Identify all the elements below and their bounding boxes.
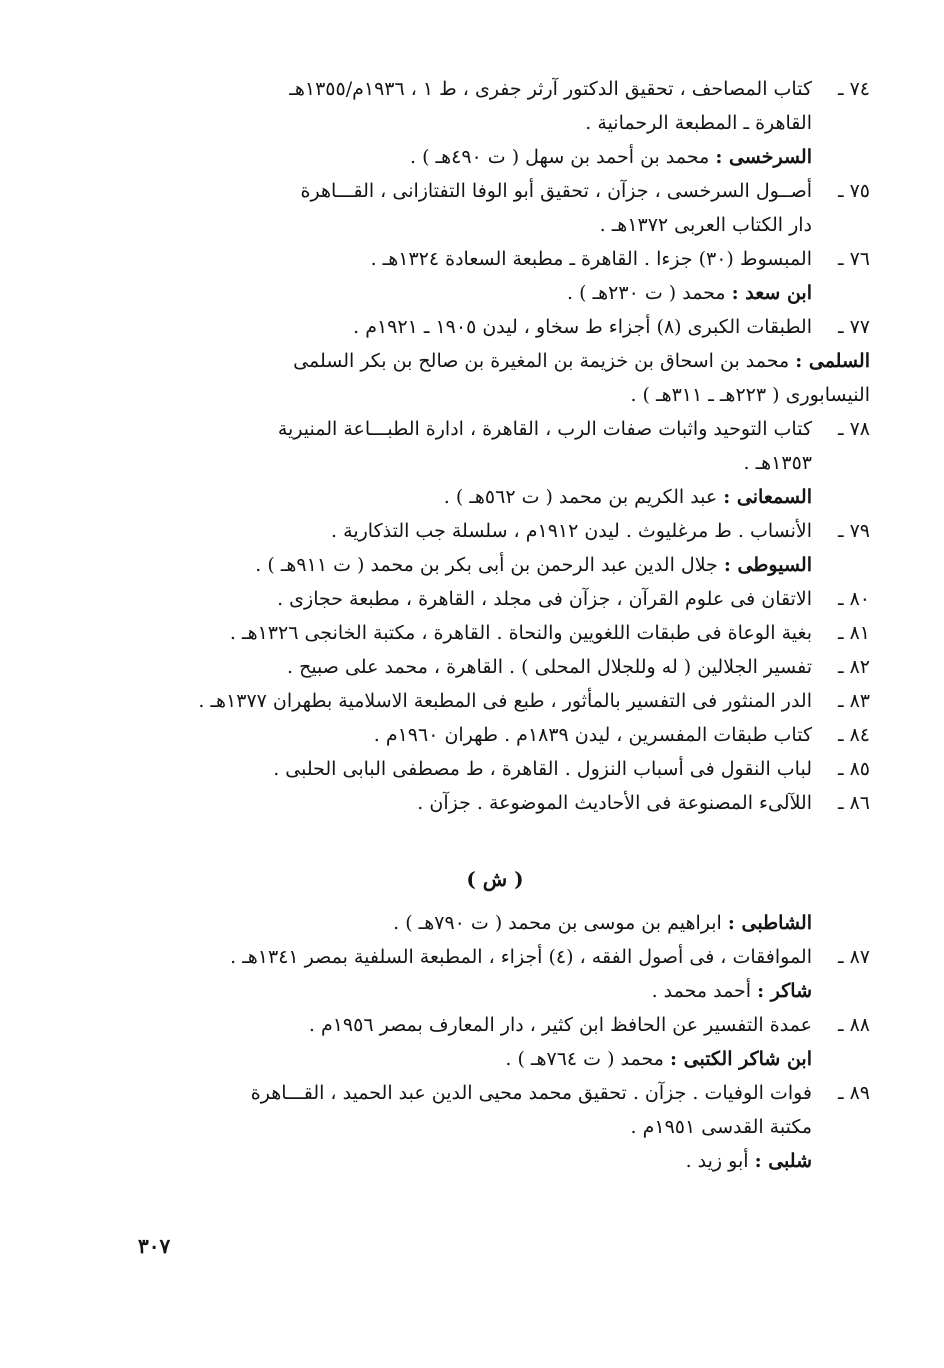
entry-text-line: مكتبة القدسى ١٩٥١م .: [630, 1116, 812, 1138]
entry-text-line: فوات الوفيات . جزآن . تحقيق محمد محيى الدين عبد الحميد ، القـــاهرة: [250, 1082, 812, 1104]
author-details-continued: النيسابورى ( ٢٢٣هـ ـ ٣١١هـ ) .: [630, 384, 870, 406]
author-name: شاكر :: [757, 980, 812, 1002]
author-name: السلمى :: [795, 350, 870, 372]
entry-text-line: المبسوط (٣٠) جزءا . القاهرة ـ مطبعة السعادة ١٣٢٤هـ .: [370, 248, 812, 270]
author-heading: [120, 906, 870, 940]
author-heading: [120, 548, 870, 582]
page-number: ٣٠٧: [138, 1234, 171, 1258]
bibliography-entry: [120, 1008, 870, 1042]
entry-number: ٨١ ـ: [837, 622, 870, 644]
author-heading: [120, 344, 870, 412]
author-name: ابن سعد :: [731, 282, 812, 304]
entry-number: ٨٦ ـ: [837, 792, 870, 814]
entry-number: ٧٧ ـ: [837, 316, 870, 338]
entry-number: ٨٠ ـ: [837, 588, 870, 610]
entry-text-line: لباب النقول فى أسباب النزول . القاهرة ، ط مصطفى البابى الحلبى .: [273, 758, 812, 780]
bibliography-entry: [120, 786, 870, 820]
author-name: السيوطى :: [723, 554, 812, 576]
bibliography-entry: [120, 940, 870, 974]
author-details: أبو زيد .: [685, 1150, 755, 1172]
author-details: محمد ( ت ٧٦٤هـ ) .: [505, 1048, 670, 1070]
entry-number: ٨٥ ـ: [837, 758, 870, 780]
bibliography-page: [120, 72, 870, 1178]
entry-text-line: الاتقان فى علوم القرآن ، جزآن فى مجلد ، القاهرة ، مطبعة حجازى .: [277, 588, 812, 610]
bibliography-entry: [120, 412, 870, 480]
author-details: ابراهيم بن موسى بن محمد ( ت ٧٩٠هـ ) .: [393, 912, 728, 934]
entry-text-line: الأنساب . ط مرغليوث . ليدن ١٩١٢م ، سلسلة جب التذكارية .: [331, 520, 812, 542]
bibliography-entry: [120, 514, 870, 548]
bibliography-entry: [120, 1076, 870, 1144]
author-heading: [120, 974, 870, 1008]
entry-text-line: دار الكتاب العربى ١٣٧٢هـ .: [599, 214, 812, 236]
bibliography-entry: [120, 242, 870, 276]
author-name: الشاطبى :: [727, 912, 812, 934]
section-letter-heading: ( ش ): [466, 867, 524, 891]
entry-number: ٨٨ ـ: [837, 1014, 870, 1036]
author-details: أحمد محمد .: [651, 980, 758, 1002]
author-heading: [120, 276, 870, 310]
entry-text-line: الموافقات ، فى أصول الفقه ، (٤) أجزاء ، المطبعة السلفية بمصر ١٣٤١هـ .: [230, 946, 812, 968]
author-heading: [120, 140, 870, 174]
author-details: جلال الدين عبد الرحمن بن أبى بكر بن محمد ( ت ٩١١هـ ) .: [255, 554, 724, 576]
entry-number: ٨٧ ـ: [837, 946, 870, 968]
entry-text-line: كتاب طبقات المفسرين ، ليدن ١٨٣٩م . طهران ١٩٦٠م .: [373, 724, 812, 746]
entry-number: ٨٣ ـ: [837, 690, 870, 712]
entry-text-line: كتاب المصاحف ، تحقيق الدكتور آرثر جفرى ، ط ١ ، ١٩٣٦م/١٣٥٥هـ: [289, 78, 812, 100]
bibliography-entry: [120, 72, 870, 140]
entry-text-line: أصــول السرخسى ، جزآن ، تحقيق أبو الوفا التفتازانى ، القـــاهرة: [300, 180, 812, 202]
entry-text-line: كتاب التوحيد واثبات صفات الرب ، القاهرة ، ادارة الطبـــاعة المنيرية: [277, 418, 812, 440]
entry-text-line: ١٣٥٣هـ .: [743, 452, 812, 474]
author-heading: [120, 1144, 870, 1178]
entry-text-line: بغية الوعاة فى طبقات اللغويين والنحاة . القاهرة ، مكتبة الخانجى ١٣٢٦هـ .: [229, 622, 812, 644]
bibliography-entry: [120, 752, 870, 786]
bibliography-entry: [120, 174, 870, 242]
entry-number: ٨٢ ـ: [837, 656, 870, 678]
entry-text-line: الطبقات الكبرى (٨) أجزاء ط سخاو ، ليدن ١٩٠٥ ـ ١٩٢١م .: [353, 316, 812, 338]
entry-number: ٧٦ ـ: [837, 248, 870, 270]
entry-number: ٧٥ ـ: [837, 180, 870, 202]
author-heading: [120, 1042, 870, 1076]
author-name: شلبى :: [754, 1150, 812, 1172]
author-details: محمد بن أحمد بن سهل ( ت ٤٩٠هـ ) .: [410, 146, 716, 168]
entry-text-line: اللآلىء المصنوعة فى الأحاديث الموضوعة . جزآن .: [417, 792, 812, 814]
bibliography-entry: [120, 310, 870, 344]
entry-number: ٧٤ ـ: [837, 78, 870, 100]
author-name: السمعانى :: [723, 486, 812, 508]
author-details: عبد الكريم بن محمد ( ت ٥٦٢هـ ) .: [443, 486, 724, 508]
author-details: محمد ( ت ٢٣٠هـ ) .: [567, 282, 732, 304]
entry-text-line: الدر المنثور فى التفسير بالمأثور ، طبع فى المطبعة الاسلامية بطهران ١٣٧٧هـ .: [198, 690, 812, 712]
entry-number: ٨٩ ـ: [837, 1082, 870, 1104]
bibliography-entry: [120, 616, 870, 650]
entry-text-line: القاهرة ـ المطبعة الرحمانية .: [585, 112, 812, 134]
entry-number: ٧٨ ـ: [837, 418, 870, 440]
author-name: ابن شاكر الكتبى :: [670, 1048, 812, 1070]
bibliography-entry: [120, 718, 870, 752]
bibliography-entry: [120, 582, 870, 616]
author-details: محمد بن اسحاق بن خزيمة بن المغيرة بن صالح بن بكر السلمى: [293, 350, 796, 372]
author-heading: [120, 480, 870, 514]
entry-text-line: تفسير الجلالين ( له وللجلال المحلى ) . القاهرة ، محمد على صبيح .: [286, 656, 812, 678]
entry-text-line: عمدة التفسير عن الحافظ ابن كثير ، دار المعارف بمصر ١٩٥٦م .: [308, 1014, 812, 1036]
author-name: السرخسى :: [715, 146, 812, 168]
entry-number: ٨٤ ـ: [837, 724, 870, 746]
entry-number: ٧٩ ـ: [837, 520, 870, 542]
bibliography-entry: [120, 684, 870, 718]
bibliography-entry: [120, 650, 870, 684]
